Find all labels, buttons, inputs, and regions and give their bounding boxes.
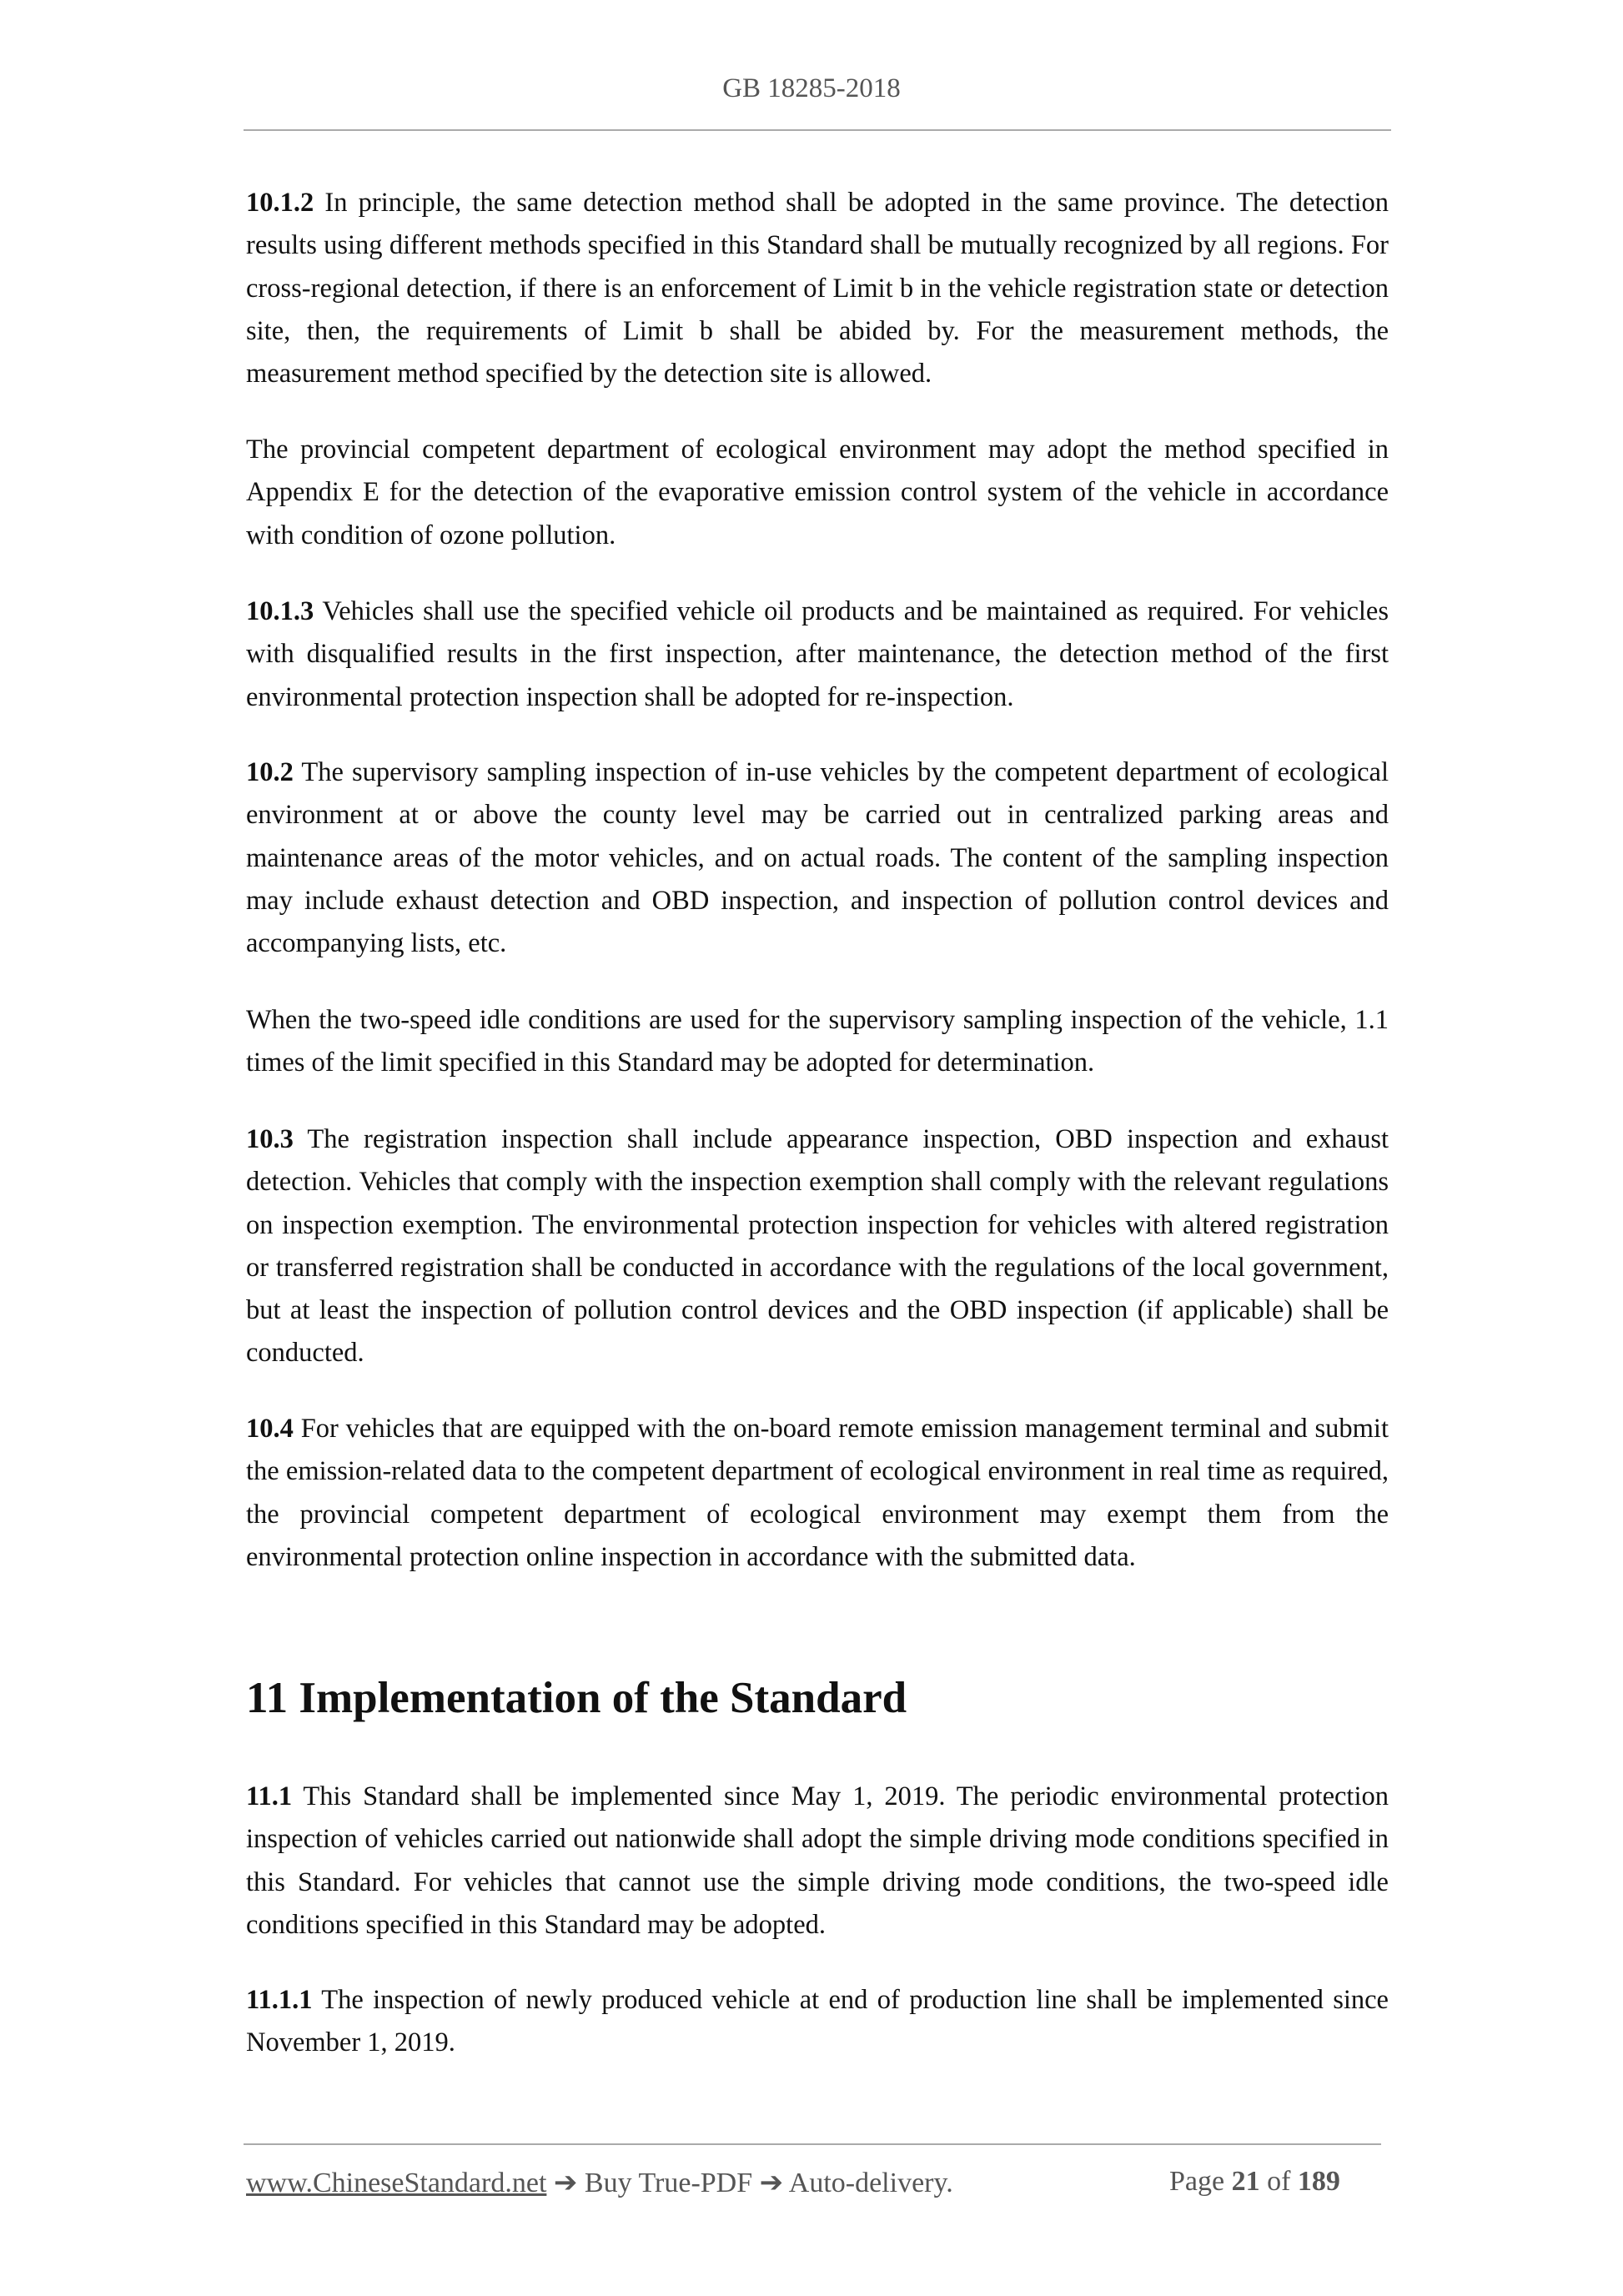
clause-number: 11.1.1: [246, 1985, 313, 2015]
clause-number: 11.1: [246, 1781, 293, 1811]
paragraph-appendix-e: [246, 429, 1389, 557]
current-page: 21: [1231, 2166, 1260, 2197]
clause-number: 10.4: [246, 1414, 294, 1444]
paragraph-10-4: [246, 1408, 1389, 1579]
paragraph-11-1: [246, 1776, 1389, 1947]
paragraph-two-speed-idle: [246, 999, 1389, 1085]
arrow-right-icon: ➔: [759, 2168, 784, 2198]
footer-divider: [244, 2143, 1381, 2145]
total-pages: 189: [1297, 2166, 1340, 2197]
website-link[interactable]: www.ChineseStandard.net: [246, 2168, 547, 2198]
clause-number: 10.1.2: [246, 188, 314, 218]
buy-text: Buy True-PDF: [584, 2168, 753, 2198]
paragraph-10-2: [246, 751, 1389, 965]
paragraph-11-1-1: [246, 1979, 1389, 2065]
paragraph-text: The inspection of newly produced vehicle at end of production line shall be implemented since November 1, 2019.: [246, 1985, 1389, 2058]
arrow-right-icon: ➔: [553, 2168, 578, 2198]
header-divider: [244, 129, 1391, 131]
paragraph-text: The provincial competent department of ecological environment may adopt the method specified in Appendix E for the detection of the evaporative emission control system of the vehicle in accordance with condition of ozone pollution.: [246, 435, 1389, 550]
of-label: of: [1267, 2166, 1291, 2197]
paragraph-10-1-3: [246, 590, 1389, 719]
document-header: GB 18285-2018: [722, 73, 901, 103]
paragraph-text: This Standard shall be implemented since May 1, 2019. The periodic environmental protection inspection of vehicles carried out nationwide shall adopt the simple driving mode conditions specified in this Standard. For vehicles that cannot use the simple driving mode conditions, the two-speed idle conditions specified in this Standard may be adopted.: [246, 1781, 1389, 1940]
paragraph-text: Vehicles shall use the specified vehicle oil products and be maintained as required. For vehicles with disqualified results in the first inspection, after maintenance, the detection method of the first environmental protection inspection shall be adopted for re-inspection.: [246, 596, 1389, 712]
paragraph-text: The supervisory sampling inspection of in-use vehicles by the competent department of ecological environment at or above the county level may be carried out in centralized parking areas and maintenance areas of the motor vehicles, and on actual roads. The content of the sampling inspection may include exhaust detection and OBD inspection, and inspection of pollution control devices and accompanying lists, etc.: [246, 757, 1389, 959]
paragraph-text: For vehicles that are equipped with the on-board remote emission management terminal and submit the emission-related data to the competent department of ecological environment in real time as required, the provincial competent department of ecological environment may exempt them from the environmental protection online inspection in accordance with the submitted data.: [246, 1414, 1389, 1572]
delivery-text: Auto-delivery.: [788, 2168, 953, 2198]
paragraph-text: In principle, the same detection method shall be adopted in the same province. The detection results using different methods specified in this Standard shall be mutually recognized by all regions. For cross-regional detection, if there is an enforcement of Limit b in the vehicle registration state or detection site, then, the requirements of Limit b shall be abided by. For the measurement methods, the measurement method specified by the detection site is allowed.: [246, 188, 1389, 389]
paragraph-10-1-2: [246, 182, 1389, 395]
page-label: Page: [1169, 2166, 1225, 2197]
page-number: [1169, 2166, 1340, 2198]
paragraph-text: When the two-speed idle conditions are used for the supervisory sampling inspection of the vehicle, 1.1 times of the limit specified in this Standard may be adopted for determination.: [246, 1005, 1389, 1078]
clause-number: 10.1.3: [246, 596, 314, 626]
clause-number: 10.3: [246, 1124, 294, 1154]
footer-promo: [246, 2166, 953, 2199]
section-heading: 11 Implementation of the Standard: [246, 1674, 907, 1722]
clause-number: 10.2: [246, 757, 294, 787]
paragraph-10-3: [246, 1118, 1389, 1375]
paragraph-text: The registration inspection shall include appearance inspection, OBD inspection and exhaust detection. Vehicles that comply with the inspection exemption shall comply with the relevant regulations on inspection exemption. The environmental protection inspection for vehicles with altered registration or transferred registration shall be conducted in accordance with the regulations of the local government, but at least the inspection of pollution control devices and the OBD inspection (if applicable) shall be conducted.: [246, 1124, 1389, 1369]
